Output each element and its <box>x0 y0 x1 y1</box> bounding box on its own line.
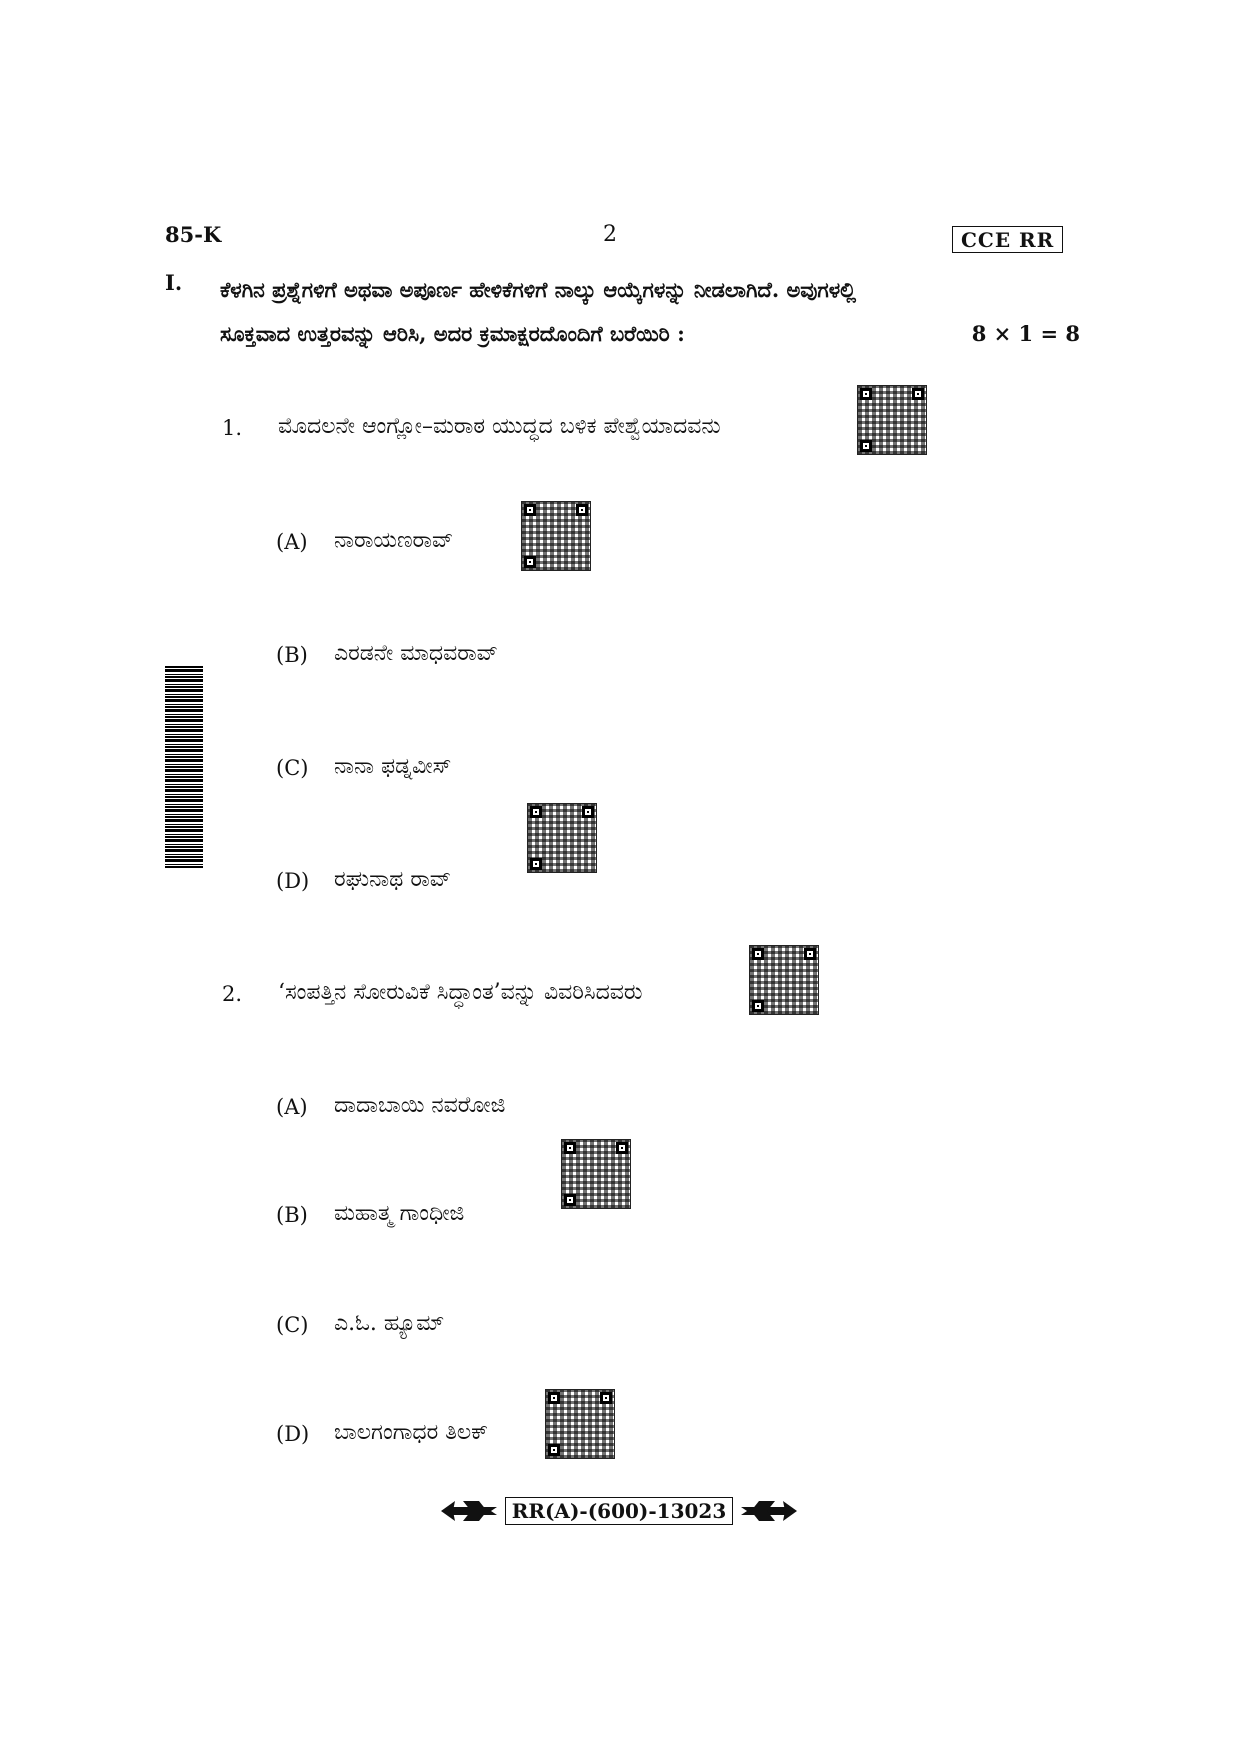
q1-option-d-label: (D) <box>276 869 310 893</box>
qr-code-icon <box>528 804 596 872</box>
qr-code-icon <box>522 502 590 570</box>
q1-option-a-label: (A) <box>276 530 308 554</box>
barcode-icon <box>165 666 203 868</box>
q1-option-c-label: (C) <box>276 756 309 780</box>
q2-option-c-label: (C) <box>276 1313 309 1337</box>
section-number: I. <box>165 270 183 295</box>
page-number: 2 <box>603 222 617 247</box>
qr-code-icon <box>858 386 926 454</box>
q1-option-c-text: ನಾನಾ ಫಡ್ನವೀಸ್ <box>334 754 452 779</box>
q2-option-a-label: (A) <box>276 1095 308 1119</box>
qr-code-icon <box>562 1140 630 1208</box>
question-2-number: 2. <box>222 982 243 1006</box>
section-instruction <box>220 268 1080 356</box>
q1-option-b-text: ಎರಡನೇ ಮಾಧವರಾವ್ <box>334 641 498 666</box>
q2-option-a-text: ದಾದಾಬಾಯಿ ನವರೋಜಿ <box>334 1093 506 1118</box>
q2-option-b-text: ಮಹಾತ್ಮ ಗಾಂಧೀಜಿ <box>334 1201 465 1226</box>
question-1-text: ಮೊದಲನೇ ಆಂಗ್ಲೋ–ಮರಾಠ ಯುದ್ಧದ ಬಳಿಕ ಪೇಶ್ವೆಯಾದವನು <box>278 414 721 439</box>
q2-option-c-text: ಎ.ಓ. ಹ್ಯೂಮ್ <box>334 1311 445 1336</box>
q2-option-d-text: ಬಾಲಗಂಗಾಧರ ತಿಲಕ್ <box>334 1420 489 1445</box>
arrow-right-icon <box>741 1499 797 1523</box>
footer-code: RR(A)-(600)-13023 <box>505 1497 734 1525</box>
q2-option-d-label: (D) <box>276 1422 310 1446</box>
question-2-text: ‘ಸಂಪತ್ತಿನ ಸೋರುವಿಕೆ ಸಿದ್ಧಾಂತ’ವನ್ನು ವಿವರಿಸಿದವರು <box>278 980 643 1005</box>
instruction-line-2: ಸೂಕ್ತವಾದ ಉತ್ತರವನ್ನು ಆರಿಸಿ, ಅದರ ಕ್ರಮಾಕ್ಷರದೊಂದಿಗೆ ಬರೆಯಿರಿ : <box>220 321 685 346</box>
question-1-number: 1. <box>222 416 243 440</box>
series-box: CCE RR <box>952 226 1063 253</box>
marks-formula: 8 × 1 = 8 <box>971 321 1080 346</box>
paper-code: 85-K <box>165 222 222 247</box>
q1-option-d-text: ರಘುನಾಥ ರಾವ್ <box>334 867 452 892</box>
q2-option-b-label: (B) <box>276 1203 308 1227</box>
qr-code-icon <box>750 946 818 1014</box>
instruction-line-2-row <box>220 312 1080 356</box>
arrow-left-icon <box>441 1499 497 1523</box>
qr-code-icon <box>546 1390 614 1458</box>
q1-option-b-label: (B) <box>276 643 308 667</box>
q1-option-a-text: ನಾರಾಯಣರಾವ್ <box>334 528 454 553</box>
instruction-line-1: ಕೆಳಗಿನ ಪ್ರಶ್ನೆಗಳಿಗೆ ಅಥವಾ ಅಪೂರ್ಣ ಹೇಳಿಕೆಗಳಿಗೆ ನಾಲ್ಕು ಆಯ್ಕೆಗಳನ್ನು ನೀಡಲಾಗಿದೆ. ಅವುಗಳಲ್ಲಿ <box>220 277 857 302</box>
footer <box>438 1494 800 1528</box>
